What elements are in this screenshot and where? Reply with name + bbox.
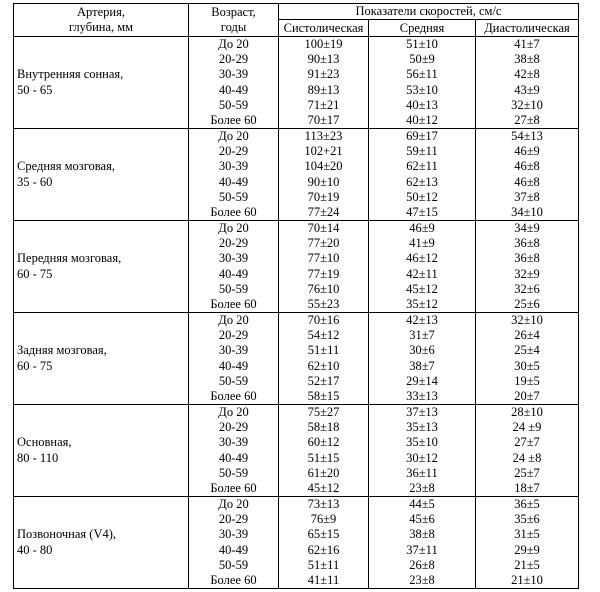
age-cell: 30-39 xyxy=(189,435,279,450)
mean-cell: 29±14 xyxy=(369,374,476,389)
diastolic-cell: 28±10 xyxy=(476,405,579,421)
diastolic-cell: 46±9 xyxy=(476,144,579,159)
age-cell: До 20 xyxy=(189,221,279,237)
mean-cell: 42±11 xyxy=(369,267,476,282)
age-cell: 30-39 xyxy=(189,343,279,358)
artery-depth-range: 80 - 110 xyxy=(17,450,59,465)
systolic-cell: 58±15 xyxy=(279,389,369,405)
age-cell: 40-49 xyxy=(189,175,279,190)
artery-cell xyxy=(14,37,189,129)
header-age-line2: годы xyxy=(220,20,247,34)
systolic-cell: 91±23 xyxy=(279,67,369,82)
age-cell: 20-29 xyxy=(189,328,279,343)
age-cell: Более 60 xyxy=(189,113,279,129)
age-cell: 40-49 xyxy=(189,83,279,98)
systolic-cell: 51±15 xyxy=(279,451,369,466)
artery-depth-range: 40 - 80 xyxy=(17,542,53,557)
diastolic-cell: 35±6 xyxy=(476,512,579,527)
diastolic-cell: 36±5 xyxy=(476,497,579,513)
age-cell: 40-49 xyxy=(189,359,279,374)
systolic-cell: 100±19 xyxy=(279,37,369,53)
diastolic-cell: 21±5 xyxy=(476,558,579,573)
diastolic-cell: 18±7 xyxy=(476,481,579,497)
artery-cell xyxy=(14,313,189,405)
age-cell: 20-29 xyxy=(189,512,279,527)
table-row xyxy=(14,497,579,513)
table-row xyxy=(14,37,579,53)
header-age-line1: Возраст, xyxy=(211,5,256,19)
diastolic-cell: 32±10 xyxy=(476,98,579,113)
mean-cell: 50±12 xyxy=(369,190,476,205)
systolic-cell: 41±11 xyxy=(279,573,369,589)
mean-cell: 23±8 xyxy=(369,481,476,497)
diastolic-cell: 30±5 xyxy=(476,359,579,374)
mean-cell: 30±12 xyxy=(369,451,476,466)
systolic-cell: 70±19 xyxy=(279,190,369,205)
header-age xyxy=(189,4,279,37)
header-mean: Средняя xyxy=(369,20,476,37)
systolic-cell: 70±16 xyxy=(279,313,369,329)
systolic-cell: 54±12 xyxy=(279,328,369,343)
table-row xyxy=(14,405,579,421)
artery-name: Задняя мозговая, xyxy=(17,343,107,357)
systolic-cell: 90±13 xyxy=(279,52,369,67)
systolic-cell: 45±12 xyxy=(279,481,369,497)
artery-depth-range: 60 - 75 xyxy=(17,266,53,281)
diastolic-cell: 46±8 xyxy=(476,159,579,174)
diastolic-cell: 32±9 xyxy=(476,267,579,282)
diastolic-cell: 46±8 xyxy=(476,175,579,190)
header-systolic: Систолическая xyxy=(279,20,369,37)
diastolic-cell: 42±8 xyxy=(476,67,579,82)
artery-cell xyxy=(14,405,189,497)
age-cell: Более 60 xyxy=(189,389,279,405)
mean-cell: 31±7 xyxy=(369,328,476,343)
age-cell: 40-49 xyxy=(189,267,279,282)
diastolic-cell: 32±6 xyxy=(476,282,579,297)
diastolic-cell: 43±9 xyxy=(476,83,579,98)
mean-cell: 40±13 xyxy=(369,98,476,113)
table-row xyxy=(14,129,579,145)
age-cell: 20-29 xyxy=(189,52,279,67)
mean-cell: 46±12 xyxy=(369,251,476,266)
table-row xyxy=(14,313,579,329)
age-cell: 20-29 xyxy=(189,236,279,251)
diastolic-cell: 29±9 xyxy=(476,543,579,558)
systolic-cell: 77±20 xyxy=(279,236,369,251)
age-cell: 20-29 xyxy=(189,420,279,435)
mean-cell: 37±11 xyxy=(369,543,476,558)
artery-velocity-table xyxy=(13,3,579,589)
diastolic-cell: 25±6 xyxy=(476,297,579,313)
age-cell: 50-59 xyxy=(189,190,279,205)
systolic-cell: 51±11 xyxy=(279,558,369,573)
diastolic-cell: 24 ±8 xyxy=(476,451,579,466)
mean-cell: 36±11 xyxy=(369,466,476,481)
mean-cell: 41±9 xyxy=(369,236,476,251)
mean-cell: 37±13 xyxy=(369,405,476,421)
mean-cell: 56±11 xyxy=(369,67,476,82)
systolic-cell: 77±19 xyxy=(279,267,369,282)
mean-cell: 35±10 xyxy=(369,435,476,450)
header-artery-line2: глубина, мм xyxy=(68,20,134,34)
mean-cell: 59±11 xyxy=(369,144,476,159)
diastolic-cell: 36±8 xyxy=(476,236,579,251)
systolic-cell: 113±23 xyxy=(279,129,369,145)
artery-name: Средняя мозговая, xyxy=(17,159,115,173)
age-cell: 20-29 xyxy=(189,144,279,159)
systolic-cell: 75±27 xyxy=(279,405,369,421)
systolic-cell: 76±9 xyxy=(279,512,369,527)
age-cell: Более 60 xyxy=(189,481,279,497)
age-cell: 40-49 xyxy=(189,451,279,466)
diastolic-cell: 20±7 xyxy=(476,389,579,405)
age-cell: До 20 xyxy=(189,405,279,421)
mean-cell: 40±12 xyxy=(369,113,476,129)
systolic-cell: 76±10 xyxy=(279,282,369,297)
systolic-cell: 70±14 xyxy=(279,221,369,237)
header-speeds-title: Показатели скоростей, см/с xyxy=(279,4,579,20)
systolic-cell: 58±18 xyxy=(279,420,369,435)
mean-cell: 42±13 xyxy=(369,313,476,329)
age-cell: 30-39 xyxy=(189,527,279,542)
mean-cell: 30±6 xyxy=(369,343,476,358)
systolic-cell: 77±24 xyxy=(279,205,369,221)
systolic-cell: 89±13 xyxy=(279,83,369,98)
artery-cell xyxy=(14,129,189,221)
mean-cell: 51±10 xyxy=(369,37,476,53)
diastolic-cell: 25±7 xyxy=(476,466,579,481)
systolic-cell: 102+21 xyxy=(279,144,369,159)
artery-name: Позвоночная (V4), xyxy=(17,527,117,541)
systolic-cell: 55±23 xyxy=(279,297,369,313)
systolic-cell: 60±12 xyxy=(279,435,369,450)
table-body xyxy=(14,37,579,589)
age-cell: До 20 xyxy=(189,129,279,145)
age-cell: 30-39 xyxy=(189,251,279,266)
systolic-cell: 65±15 xyxy=(279,527,369,542)
diastolic-cell: 19±5 xyxy=(476,374,579,389)
systolic-cell: 62±16 xyxy=(279,543,369,558)
systolic-cell: 90±10 xyxy=(279,175,369,190)
diastolic-cell: 37±8 xyxy=(476,190,579,205)
age-cell: 50-59 xyxy=(189,466,279,481)
mean-cell: 33±13 xyxy=(369,389,476,405)
diastolic-cell: 38±8 xyxy=(476,52,579,67)
mean-cell: 35±12 xyxy=(369,297,476,313)
systolic-cell: 62±10 xyxy=(279,359,369,374)
artery-depth-range: 60 - 75 xyxy=(17,358,53,373)
systolic-cell: 51±11 xyxy=(279,343,369,358)
diastolic-cell: 26±4 xyxy=(476,328,579,343)
artery-name: Внутренняя сонная, xyxy=(17,67,124,81)
age-cell: До 20 xyxy=(189,313,279,329)
diastolic-cell: 32±10 xyxy=(476,313,579,329)
diastolic-cell: 21±10 xyxy=(476,573,579,589)
diastolic-cell: 34±9 xyxy=(476,221,579,237)
systolic-cell: 52±17 xyxy=(279,374,369,389)
diastolic-cell: 27±7 xyxy=(476,435,579,450)
table-row xyxy=(14,221,579,237)
mean-cell: 23±8 xyxy=(369,573,476,589)
systolic-cell: 71±21 xyxy=(279,98,369,113)
mean-cell: 47±15 xyxy=(369,205,476,221)
age-cell: 50-59 xyxy=(189,98,279,113)
age-cell: До 20 xyxy=(189,37,279,53)
mean-cell: 44±5 xyxy=(369,497,476,513)
age-cell: 50-59 xyxy=(189,374,279,389)
mean-cell: 46±9 xyxy=(369,221,476,237)
artery-depth-range: 35 - 60 xyxy=(17,174,53,189)
artery-depth-range: 50 - 65 xyxy=(17,82,53,97)
age-cell: Более 60 xyxy=(189,205,279,221)
age-cell: 50-59 xyxy=(189,558,279,573)
systolic-cell: 73±13 xyxy=(279,497,369,513)
mean-cell: 53±10 xyxy=(369,83,476,98)
mean-cell: 62±11 xyxy=(369,159,476,174)
mean-cell: 38±7 xyxy=(369,359,476,374)
mean-cell: 35±13 xyxy=(369,420,476,435)
diastolic-cell: 54±13 xyxy=(476,129,579,145)
age-cell: До 20 xyxy=(189,497,279,513)
age-cell: 50-59 xyxy=(189,282,279,297)
systolic-cell: 70±17 xyxy=(279,113,369,129)
diastolic-cell: 31±5 xyxy=(476,527,579,542)
diastolic-cell: 41±7 xyxy=(476,37,579,53)
header-artery-depth xyxy=(14,4,189,37)
diastolic-cell: 24 ±9 xyxy=(476,420,579,435)
diastolic-cell: 34±10 xyxy=(476,205,579,221)
diastolic-cell: 25±4 xyxy=(476,343,579,358)
mean-cell: 50±9 xyxy=(369,52,476,67)
systolic-cell: 77±10 xyxy=(279,251,369,266)
systolic-cell: 104±20 xyxy=(279,159,369,174)
mean-cell: 45±6 xyxy=(369,512,476,527)
mean-cell: 26±8 xyxy=(369,558,476,573)
header-artery-line1: Артерия, xyxy=(77,5,125,19)
mean-cell: 69±17 xyxy=(369,129,476,145)
mean-cell: 38±8 xyxy=(369,527,476,542)
mean-cell: 45±12 xyxy=(369,282,476,297)
diastolic-cell: 36±8 xyxy=(476,251,579,266)
age-cell: Более 60 xyxy=(189,573,279,589)
age-cell: Более 60 xyxy=(189,297,279,313)
age-cell: 30-39 xyxy=(189,67,279,82)
header-diastolic: Диастолическая xyxy=(476,20,579,37)
mean-cell: 62±13 xyxy=(369,175,476,190)
diastolic-cell: 27±8 xyxy=(476,113,579,129)
artery-name: Основная, xyxy=(17,435,72,449)
artery-name: Передняя мозговая, xyxy=(17,251,122,265)
systolic-cell: 61±20 xyxy=(279,466,369,481)
artery-cell xyxy=(14,497,189,589)
age-cell: 30-39 xyxy=(189,159,279,174)
artery-cell xyxy=(14,221,189,313)
age-cell: 40-49 xyxy=(189,543,279,558)
